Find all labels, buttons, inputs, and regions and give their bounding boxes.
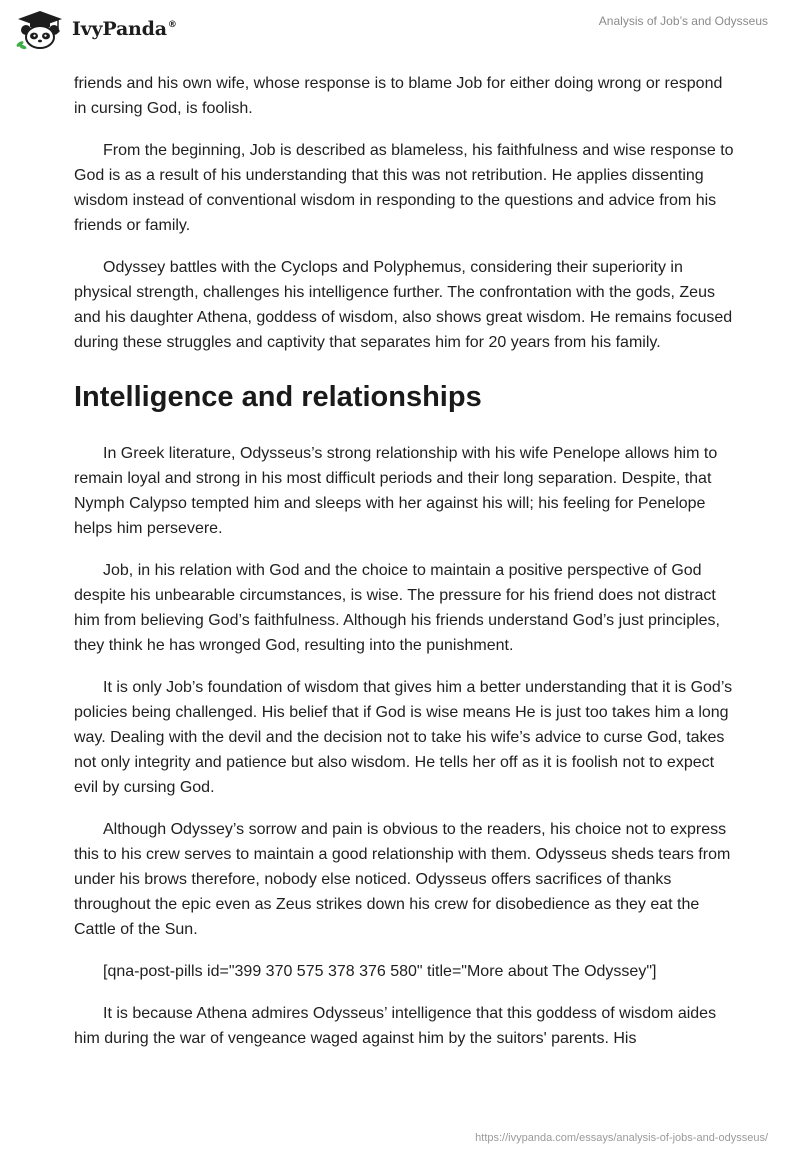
paragraph: Odyssey battles with the Cyclops and Polyphemus, considering their superiority in physical strength, challenges his intelligence further. The confrontation with the gods, Zeus and his daughter Athena, goddess of wisdom, also shows great wisdom. He remains focused during these struggles and captivity that separates him for 20 years from his family.	[74, 259, 737, 351]
paragraph: Although Odyssey’s sorrow and pain is obvious to the readers, his choice not to express this to his crew serves to maintain a good relationship with them. Odysseus sheds tears from under his brows therefore, nobody else noticed. Odysseus offers sacrifices of thanks throughout the epic even as Zeus strikes down his crew for disobedience as they eat the Cattle of the Sun.	[74, 821, 735, 938]
paragraph: Job, in his relation with God and the choice to maintain a positive perspective of God despite his unbearable circumstances, is wise. The pressure for his friend does not distract him from believing God’s faithfulness. Although his friends understand God’s just principles, they think he has wronged God, resulting into the punishment.	[74, 562, 725, 654]
article-body	[74, 71, 739, 1068]
paragraph: In Greek literature, Odysseus’s strong relationship with his wife Penelope allows him to remain loyal and strong in his most difficult periods and their long separation. Despite, that Nymph Calypso tempted him and sleeps with her against his will; his feeling for Penelope helps him persevere.	[74, 445, 722, 537]
paragraph: It is because Athena admires Odysseus’ intelligence that this goddess of wisdom aides him during the war of vengeance waged against him by the suitors' parents. His	[74, 1005, 721, 1047]
brand-name: IvyPanda®	[72, 17, 177, 40]
document-title: Analysis of Job’s and Odysseus	[598, 14, 768, 28]
paragraph: friends and his own wife, whose response is to blame Job for either doing wrong or respond in cursing God, is foolish.	[74, 75, 727, 117]
paragraph: From the beginning, Job is described as blameless, his faithfulness and wise response to God is as a result of his understanding that this was not retribution. He applies dissenting wisdom instead of conventional wisdom in responding to the questions and advice from his friends or family.	[74, 142, 739, 234]
page-header	[0, 0, 800, 60]
brand-logo[interactable]	[14, 8, 177, 50]
shortcode-text: [qna-post-pills id="399 370 575 378 376 580" title="More about The Odyssey"]	[103, 963, 657, 980]
registered-mark: ®	[167, 20, 177, 31]
section-heading: Intelligence and relationships	[74, 381, 482, 413]
panda-mascot-icon	[14, 8, 66, 50]
paragraph: It is only Job’s foundation of wisdom that gives him a better understanding that it is God’s policies being challenged. His belief that if God is wise means He is just too takes him a long way. Dealing with the devil and the decision not to take his wife’s advice to curse God, takes not only integrity and patience but also wisdom. He tells her off as it is foolish not to expect evil by cursing God.	[74, 679, 737, 796]
source-url[interactable]: https://ivypanda.com/essays/analysis-of-jobs-and-odysseus/	[475, 1132, 768, 1144]
